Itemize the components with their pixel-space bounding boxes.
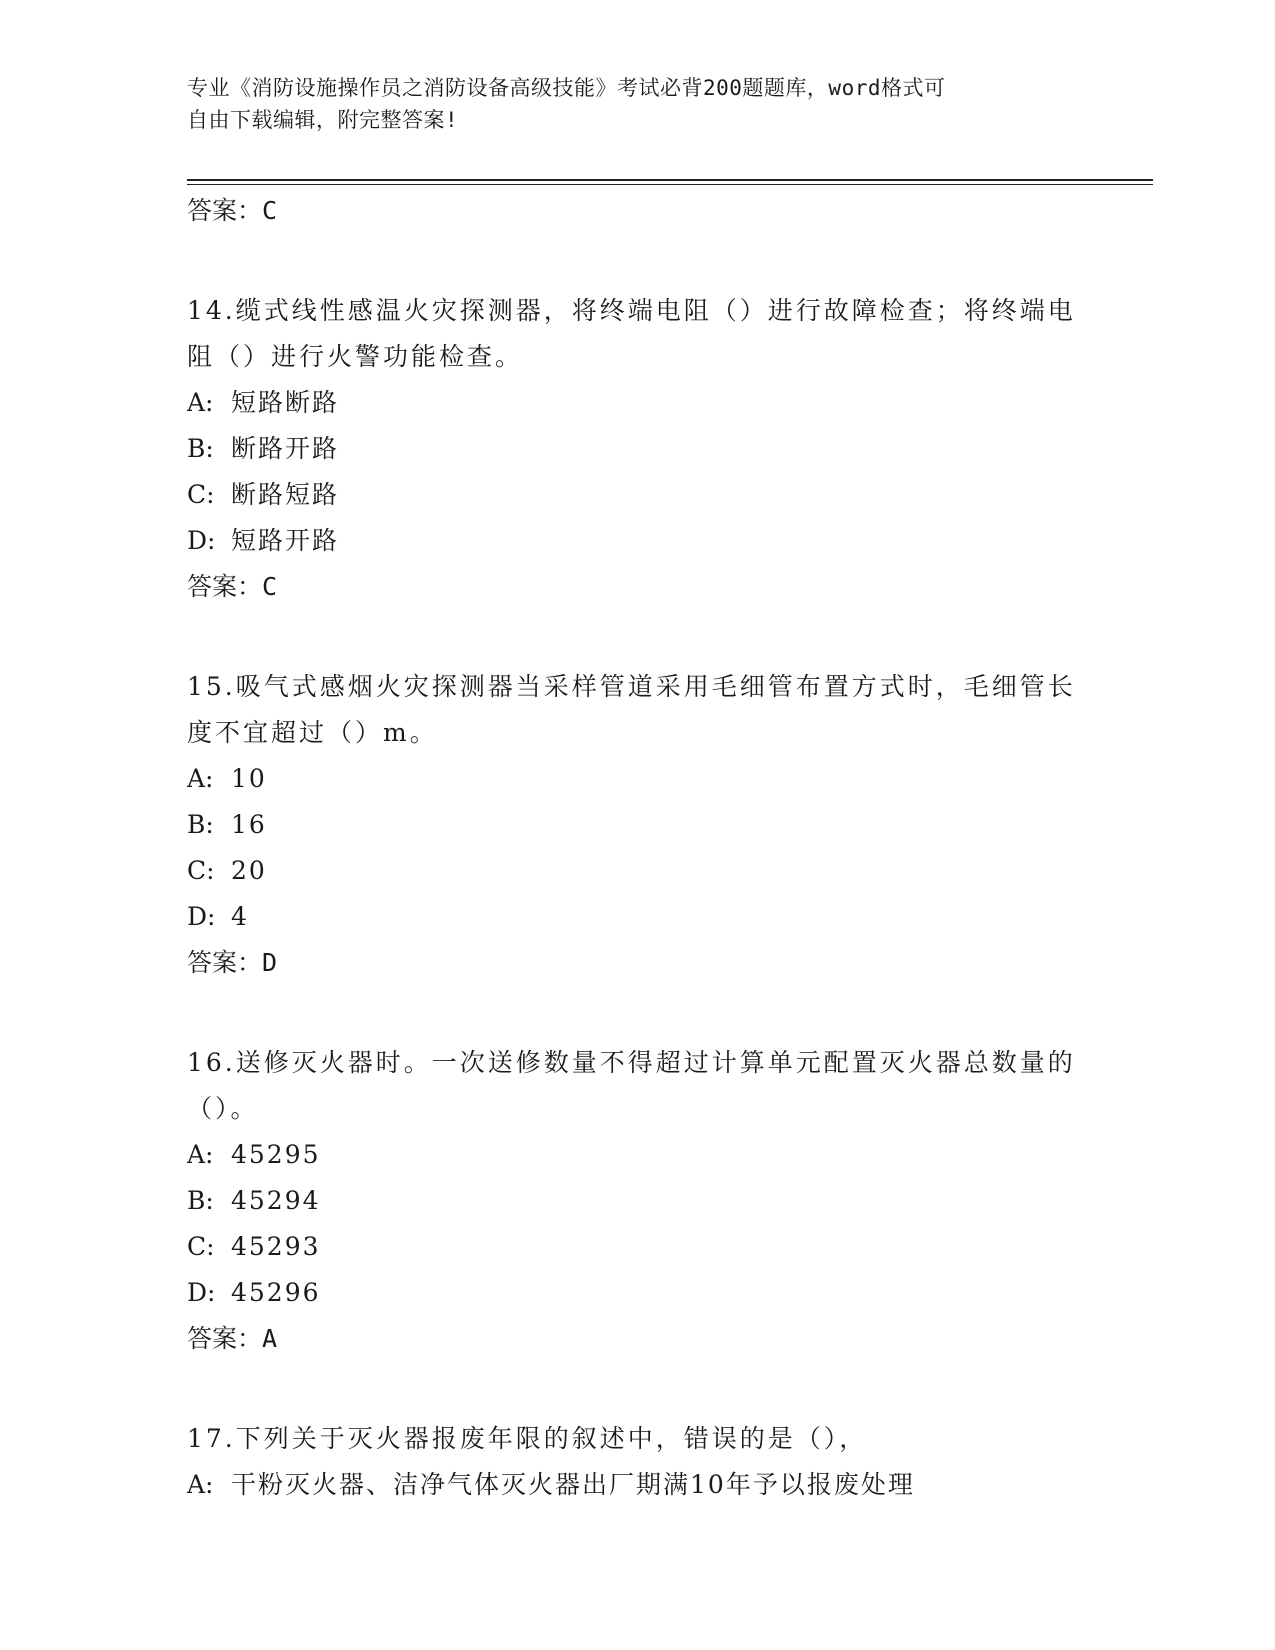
option-c <box>187 472 1087 518</box>
option-letter: C: <box>187 480 215 509</box>
question-text: 14.缆式线性感温火灾探测器，将终端电阻（）进行故障检查；将终端电阻（）进行火警功能检查。 <box>187 296 1076 371</box>
option-text: 45294 <box>231 1186 321 1215</box>
option-text: 短路断路 <box>231 388 340 417</box>
option-text: 16 <box>231 810 267 839</box>
question-list <box>187 188 1087 1508</box>
document-header <box>187 72 1087 136</box>
question-block-17 <box>187 1416 1087 1508</box>
option-letter: C: <box>187 856 215 885</box>
option-b <box>187 426 1087 472</box>
answer: 答案：D <box>187 948 278 977</box>
option-letter: D: <box>187 1278 216 1307</box>
option-letter: B: <box>187 810 214 839</box>
question-text: 17.下列关于灭火器报废年限的叙述中，错误的是（）， <box>187 1424 868 1453</box>
header-line-2: 自由下载编辑，附完整答案! <box>187 108 459 132</box>
option-text: 20 <box>231 856 267 885</box>
option-letter: D: <box>187 902 216 931</box>
question-text: 16.送修灭火器时。一次送修数量不得超过计算单元配置灭火器总数量的（）。 <box>187 1048 1076 1123</box>
option-letter: A: <box>187 764 214 793</box>
option-letter: D: <box>187 526 216 555</box>
option-text: 断路开路 <box>231 434 340 463</box>
header-line-1: 专业《消防设施操作员之消防设备高级技能》考试必背200题题库，word格式可 <box>187 76 946 100</box>
previous-answer: 答案：C <box>187 196 278 225</box>
spacer <box>187 986 1087 1040</box>
option-b <box>187 1178 1087 1224</box>
option-a <box>187 1132 1087 1178</box>
option-text: 10 <box>231 764 267 793</box>
option-c <box>187 1224 1087 1270</box>
spacer <box>187 234 1087 288</box>
option-d <box>187 1270 1087 1316</box>
question-text: 15.吸气式感烟火灾探测器当采样管道采用毛细管布置方式时，毛细管长度不宜超过（）m。 <box>187 672 1076 747</box>
option-b <box>187 802 1087 848</box>
option-text: 4 <box>231 902 249 931</box>
option-letter: A: <box>187 1470 214 1499</box>
option-a <box>187 756 1087 802</box>
option-letter: A: <box>187 388 214 417</box>
option-text: 45295 <box>231 1140 321 1169</box>
spacer <box>187 1362 1087 1416</box>
spacer <box>187 610 1087 664</box>
option-a <box>187 1462 1087 1508</box>
option-c <box>187 848 1087 894</box>
option-letter: A: <box>187 1140 214 1169</box>
option-d <box>187 518 1087 564</box>
option-text: 45296 <box>231 1278 321 1307</box>
option-text: 短路开路 <box>231 526 340 555</box>
question-block-14 <box>187 288 1087 610</box>
option-letter: B: <box>187 434 214 463</box>
answer: 答案：C <box>187 572 278 601</box>
option-text: 断路短路 <box>231 480 340 509</box>
option-letter: B: <box>187 1186 214 1215</box>
question-block-15 <box>187 664 1087 986</box>
question-block-16 <box>187 1040 1087 1362</box>
option-letter: C: <box>187 1232 215 1261</box>
option-text: 干粉灭火器、洁净气体灭火器出厂期满10年予以报废处理 <box>231 1470 915 1499</box>
option-text: 45293 <box>231 1232 321 1261</box>
option-a <box>187 380 1087 426</box>
header-rule-thin <box>187 184 1153 185</box>
answer: 答案：A <box>187 1324 278 1353</box>
header-rule-thick <box>187 179 1153 181</box>
option-d <box>187 894 1087 940</box>
